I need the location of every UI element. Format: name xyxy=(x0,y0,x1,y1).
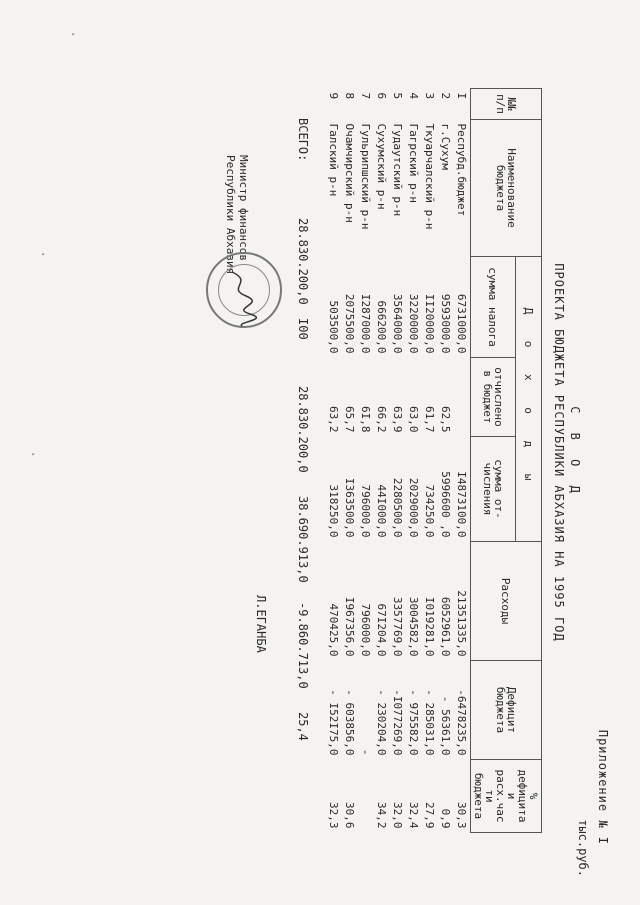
row-sum: 734250,0 xyxy=(423,484,437,538)
income-group-header: Д о х о д ы xyxy=(515,257,541,542)
row-expenses: 6052961,0 xyxy=(439,596,453,657)
row-deficit-pct: 30,6 xyxy=(343,802,357,829)
signer-name: Л.ЕГАНБА xyxy=(254,595,268,653)
scan-speck-icon: · xyxy=(64,30,80,39)
row-deficit-pct xyxy=(358,760,374,833)
row-sum: 5996600 ,0 xyxy=(439,471,453,538)
row-deficit: - 56361,0 xyxy=(439,695,453,756)
row-expenses: I967356,0 xyxy=(343,596,357,657)
table-row xyxy=(454,89,471,833)
row-name: Гульрипшский р-н xyxy=(359,123,373,230)
total-sum: 28.830.200,0 xyxy=(296,386,310,473)
row-name: Респубд.бюджет xyxy=(455,123,469,217)
row-tax: II20000,0 xyxy=(423,293,437,354)
row-tax: 2075500,0 xyxy=(343,293,357,354)
row-sum: 796000,0 xyxy=(359,484,373,538)
document-title: С В О Д xyxy=(568,406,582,499)
col-name-header: Наименование бюджета xyxy=(471,120,542,257)
row-deficit-pct: 27,9 xyxy=(423,802,437,829)
row-deficit-pct: 32,4 xyxy=(407,802,421,829)
row-no: 2 xyxy=(439,92,453,100)
minister-line-1: Министр финансов xyxy=(237,155,250,261)
row-expenses: 67I204,0 xyxy=(375,603,389,657)
row-sum: 318250,0 xyxy=(327,484,341,538)
total-expenses: 38.690.913,0 xyxy=(296,496,310,583)
row-pct: 6I,8 xyxy=(359,406,373,433)
col-expenses-header: Расходы xyxy=(471,542,542,661)
row-deficit-pct: 32,3 xyxy=(327,802,341,829)
table-row xyxy=(438,89,454,833)
row-deficit-pct: 30,3 xyxy=(455,802,469,829)
row-tax: 666200,0 xyxy=(375,300,389,354)
col-no-header: №№ п/п xyxy=(471,89,542,120)
scan-speck-icon: · xyxy=(34,250,50,259)
row-sum: 2280500,0 xyxy=(391,477,405,538)
row-deficit-pct: 34,2 xyxy=(375,802,389,829)
table-row xyxy=(422,89,438,833)
row-tax: 3220000,0 xyxy=(407,293,421,354)
row-no: 9 xyxy=(327,92,341,100)
row-name: Очамчирский р-н xyxy=(343,123,357,223)
row-pct: 65,7 xyxy=(343,406,357,433)
row-expenses: 470425,0 xyxy=(327,603,341,657)
row-no: 3 xyxy=(423,92,437,100)
table-row xyxy=(374,89,390,833)
row-pct: 61,7 xyxy=(423,406,437,433)
col-tax-header: сумма налога xyxy=(471,257,516,358)
row-no: 4 xyxy=(407,92,421,100)
unit-label: тыс.руб. xyxy=(576,819,590,877)
total-pct: I00 xyxy=(296,318,310,340)
col-pct-header: отчислено в бюджет xyxy=(471,358,516,437)
row-deficit: - 603856,0 xyxy=(343,689,357,756)
handwritten-signature xyxy=(220,268,260,328)
row-deficit: - 285031,0 xyxy=(423,689,437,756)
document-subtitle: ПРОЕКТА БЮДЖЕТА РЕСПУБЛИКИ АБХАЗИЯ НА 1995 ГОД xyxy=(552,263,566,642)
row-deficit: - 230204,0 xyxy=(375,689,389,756)
row-deficit: - 975582,0 xyxy=(407,689,421,756)
col-deficit-header: Дефицит бюджета xyxy=(471,661,542,760)
table-row xyxy=(390,89,406,833)
row-sum: I363500,0 xyxy=(343,477,357,538)
budget-table xyxy=(326,88,542,833)
row-deficit: -6478235,0 xyxy=(455,689,469,756)
row-pct: 63,9 xyxy=(391,406,405,433)
row-pct: 66,2 xyxy=(375,406,389,433)
row-sum: 44I000,0 xyxy=(375,484,389,538)
row-no: 6 xyxy=(375,92,389,100)
row-sum: I4873100,0 xyxy=(455,471,469,538)
scan-speck-icon: · xyxy=(24,450,40,459)
minister-line-2: Республики Абхазия xyxy=(224,155,237,275)
table-row xyxy=(358,89,374,833)
row-no: 5 xyxy=(391,92,405,100)
total-deficit-pct: 25,4 xyxy=(296,712,310,741)
row-tax: 503500,0 xyxy=(327,300,341,354)
row-expenses: 796000,0 xyxy=(359,603,373,657)
table-row xyxy=(342,89,358,833)
row-no: 7 xyxy=(359,92,373,100)
row-deficit-pct: 0,9 xyxy=(439,808,453,829)
row-deficit: - I52I75,0 xyxy=(327,689,341,756)
col-sum-header: сумма от- числения xyxy=(471,437,516,542)
row-name: Гагрский р-н xyxy=(407,123,421,203)
row-sum: 2029000,0 xyxy=(407,477,421,538)
row-no: I xyxy=(455,92,469,100)
row-name: г.Сухум xyxy=(439,123,453,170)
row-pct: 62,5 xyxy=(439,406,453,433)
table-row xyxy=(326,89,342,833)
row-name: Гудаутский р-н xyxy=(391,123,405,217)
row-expenses: 3357769,0 xyxy=(391,596,405,657)
row-pct: 63,0 xyxy=(407,406,421,433)
row-deficit: - xyxy=(359,748,373,756)
row-tax: 3564000,0 xyxy=(391,293,405,354)
row-deficit: -I077269,0 xyxy=(391,689,405,756)
row-expenses: 21351335,0 xyxy=(455,590,469,657)
row-pct: 63,2 xyxy=(327,406,341,433)
total-label: ВСЕГО: xyxy=(296,118,310,162)
row-no: 8 xyxy=(343,92,357,100)
row-tax: 6731000,0 xyxy=(455,293,469,354)
row-expenses: 3004582,0 xyxy=(407,596,421,657)
table-row xyxy=(406,89,422,833)
row-pct xyxy=(454,358,471,437)
total-deficit: -9.860.713,0 xyxy=(296,602,310,689)
row-tax: I287000,0 xyxy=(359,293,373,354)
row-name: Ткуарчалский р-н xyxy=(423,123,437,230)
row-name: Сухумский р-н xyxy=(375,123,389,210)
total-tax: 28.830.200,0 xyxy=(296,218,310,305)
row-expenses: I019281,0 xyxy=(423,596,437,657)
appendix-label: Приложение № I xyxy=(596,729,610,845)
row-deficit-pct: 32,0 xyxy=(391,802,405,829)
row-name: Галский р-н xyxy=(327,123,341,197)
col-deficit-pct-header: % дефицита и расх.час ти бюджета xyxy=(471,760,542,833)
row-tax: 9593000,0 xyxy=(439,293,453,354)
